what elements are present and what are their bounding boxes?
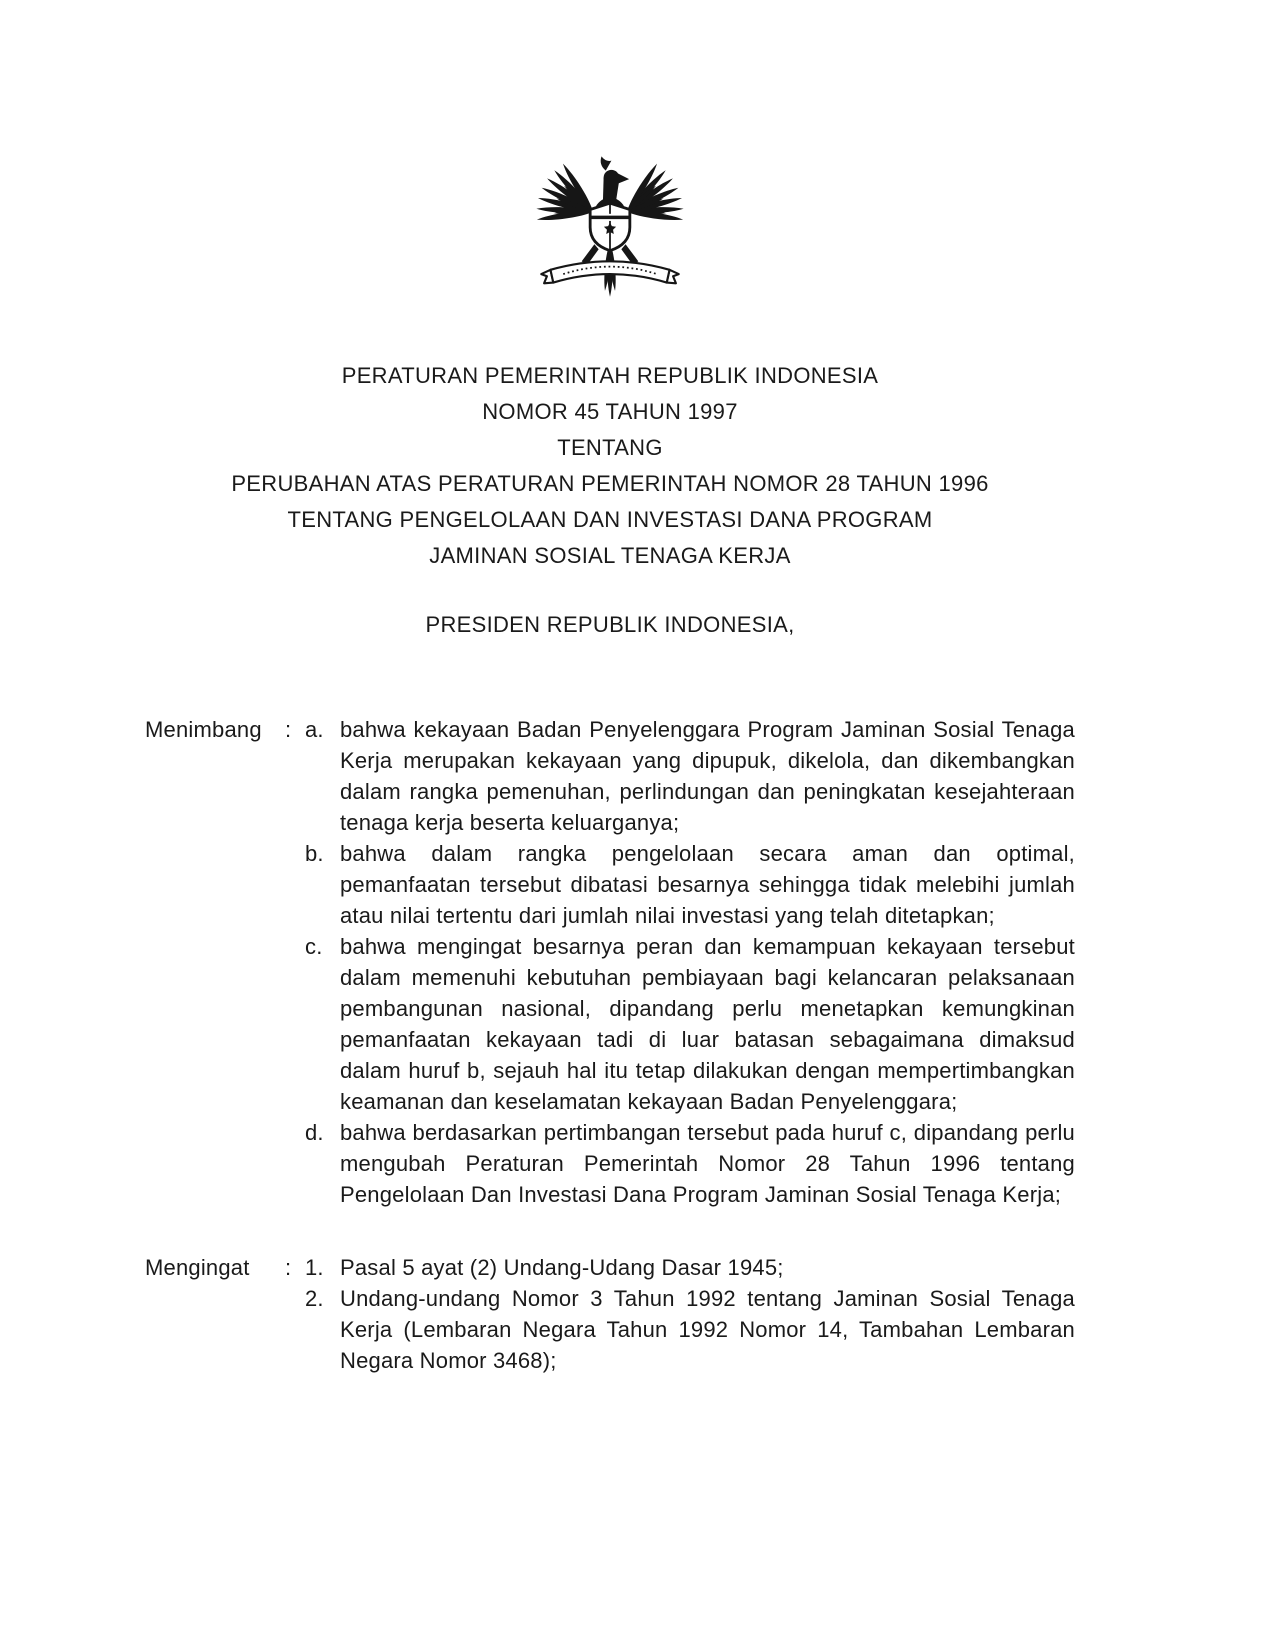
item-marker: a. (305, 717, 324, 742)
document-title (145, 358, 1075, 574)
section-mengingat-head (145, 1252, 305, 1376)
list-item (305, 1283, 1075, 1376)
title-line-1: PERATURAN PEMERINTAH REPUBLIK INDONESIA (341, 363, 879, 388)
title-line-4: PERUBAHAN ATAS PERATURAN PEMERINTAH NOMOR 28 TAHUN 1996 (231, 471, 989, 496)
emblem-container (145, 138, 1075, 301)
section-colon: : (285, 717, 292, 742)
salutation: PRESIDEN REPUBLIK INDONESIA, (425, 612, 795, 637)
list-item (305, 931, 1075, 1117)
section-colon: : (285, 1255, 292, 1280)
item-marker: d. (305, 1120, 324, 1145)
garuda-pancasila-emblem-icon (532, 138, 688, 301)
title-line-2: NOMOR 45 TAHUN 1997 (482, 399, 738, 424)
section-mengingat-items (305, 1252, 1075, 1376)
list-item (305, 1252, 1075, 1283)
section-label: Mengingat (145, 1255, 250, 1280)
section-menimbang-items (305, 714, 1075, 1210)
title-line-6: JAMINAN SOSIAL TENAGA KERJA (429, 543, 791, 568)
item-text: bahwa mengingat besarnya peran dan kemampuan kekayaan tersebut dalam memenuhi kebutuhan pembiayaan bagi kelancaran pelaksanaan pembangunan nasional, dipandang perlu menetapkan kemungkinan pemanfaatan kekayaan tadi di luar batasan sebagaimana dimaksud dalam huruf b, sejauh hal itu tetap dilakukan dengan mempertimbangkan keamanan dan keselamatan kekayaan Badan Penyelenggara; (340, 934, 1075, 1114)
list-item (305, 1117, 1075, 1210)
section-mengingat (145, 1252, 1075, 1376)
item-marker: c. (305, 934, 323, 959)
item-text: Undang-undang Nomor 3 Tahun 1992 tentang Jaminan Sosial Tenaga Kerja (Lembaran Negara Tahun 1992 Nomor 14, Tambahan Lembaran Negara Nomor 3468); (340, 1286, 1075, 1373)
document-content (0, 138, 1275, 1376)
title-line-5: TENTANG PENGELOLAAN DAN INVESTASI DANA PROGRAM (287, 507, 933, 532)
section-label: Menimbang (145, 717, 262, 742)
item-text: bahwa berdasarkan pertimbangan tersebut pada huruf c, dipandang perlu mengubah Peraturan Pemerintah Nomor 28 Tahun 1996 tentang Pengelolaan Dan Investasi Dana Program Jaminan Sosial Tenaga Kerja; (340, 1120, 1075, 1207)
item-marker: b. (305, 841, 324, 866)
item-text: Pasal 5 ayat (2) Undang-Udang Dasar 1945; (340, 1255, 784, 1280)
list-item (305, 838, 1075, 931)
list-item (305, 714, 1075, 838)
title-line-3: TENTANG (557, 435, 663, 460)
section-menimbang (145, 714, 1075, 1210)
item-marker: 1. (305, 1255, 324, 1280)
item-text: bahwa dalam rangka pengelolaan secara aman dan optimal, pemanfaatan tersebut dibatasi besarnya sehingga tidak melebihi jumlah atau nilai tertentu dari jumlah nilai investasi yang telah ditetapkan; (340, 841, 1075, 928)
section-menimbang-head (145, 714, 305, 1210)
item-text: bahwa kekayaan Badan Penyelenggara Program Jaminan Sosial Tenaga Kerja merupakan kekayaan yang dipupuk, dikelola, dan dikembangkan dalam rangka pemenuhan, perlindungan dan peningkatan kesejahteraan tenaga kerja beserta keluarganya; (340, 717, 1075, 835)
item-marker: 2. (305, 1286, 324, 1311)
